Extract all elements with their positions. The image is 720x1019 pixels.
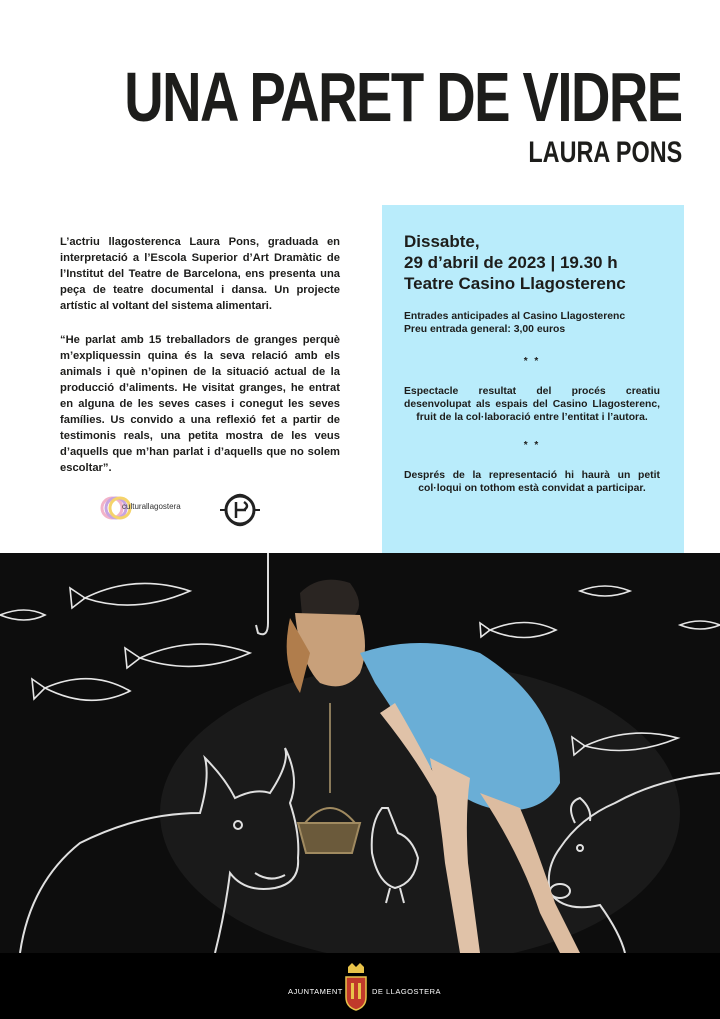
footer-bar bbox=[0, 953, 720, 1019]
stage-illustration bbox=[0, 553, 720, 953]
cultura-llagostera-logo bbox=[100, 492, 210, 524]
poster-title: UNA PARET DE VIDRE bbox=[124, 58, 682, 136]
colloquium-info: Després de la representació hi haurà un petit col·loqui on tothom està convidat a participar. bbox=[404, 470, 660, 494]
separator-1: * * bbox=[523, 356, 541, 367]
poster-author: LAURA PONS bbox=[528, 136, 682, 169]
event-day: Dissabte, bbox=[404, 232, 480, 251]
casino-emblem-logo bbox=[216, 488, 264, 532]
event-info-panel bbox=[382, 205, 684, 583]
price-info: Preu entrada general: 3,00 euros bbox=[404, 324, 566, 335]
footer-left-text: AJUNTAMENT bbox=[288, 987, 343, 996]
town-crest-icon bbox=[342, 963, 370, 1011]
emblem-icon bbox=[216, 488, 264, 532]
quote-paragraph: “He parlat amb 15 treballadors de granges perquè m’expliquessin quina és la seva relació amb els animals i què n’opinen de la situació actual de la producció d’aliments. He visitat granges, he entrat en alguna de les seves cases i conegut les seves famílies. Us convido a una reflexió fet a partir de testimonis reals, una petita mostra de les veus d’aquells que m’han parlat i d’aquells que no solem escoltar”. bbox=[60, 334, 340, 474]
tickets-info: Entrades anticipades al Casino Llagosterenc bbox=[404, 311, 626, 322]
event-venue: Teatre Casino Llagosterenc bbox=[404, 274, 626, 293]
event-date-time: 29 d’abril de 2023 | 19.30 h bbox=[404, 253, 618, 272]
intro-paragraph: L’actriu llagosterenca Laura Pons, graduada en interpretació a l’Escola Superior d’Art Dramàtic de l’Institut del Teatre de Barcelona, ens presenta una peça de teatre documental i dansa. Un projecte artístic al voltant del sistema alimentari. bbox=[60, 236, 340, 312]
show-description: Espectacle resultat del procés creatiu desenvolupat als espais del Casino Llagosterenc, fruit de la col·laboració entre l’entitat i l’autora. bbox=[404, 386, 660, 423]
cultura-logo-label: culturallagostera bbox=[122, 502, 181, 511]
footer-right-text: DE LLAGOSTERA bbox=[372, 987, 442, 996]
stage-photo bbox=[0, 553, 720, 953]
sponsor-logos bbox=[100, 488, 280, 532]
separator-2: * * bbox=[523, 440, 541, 451]
